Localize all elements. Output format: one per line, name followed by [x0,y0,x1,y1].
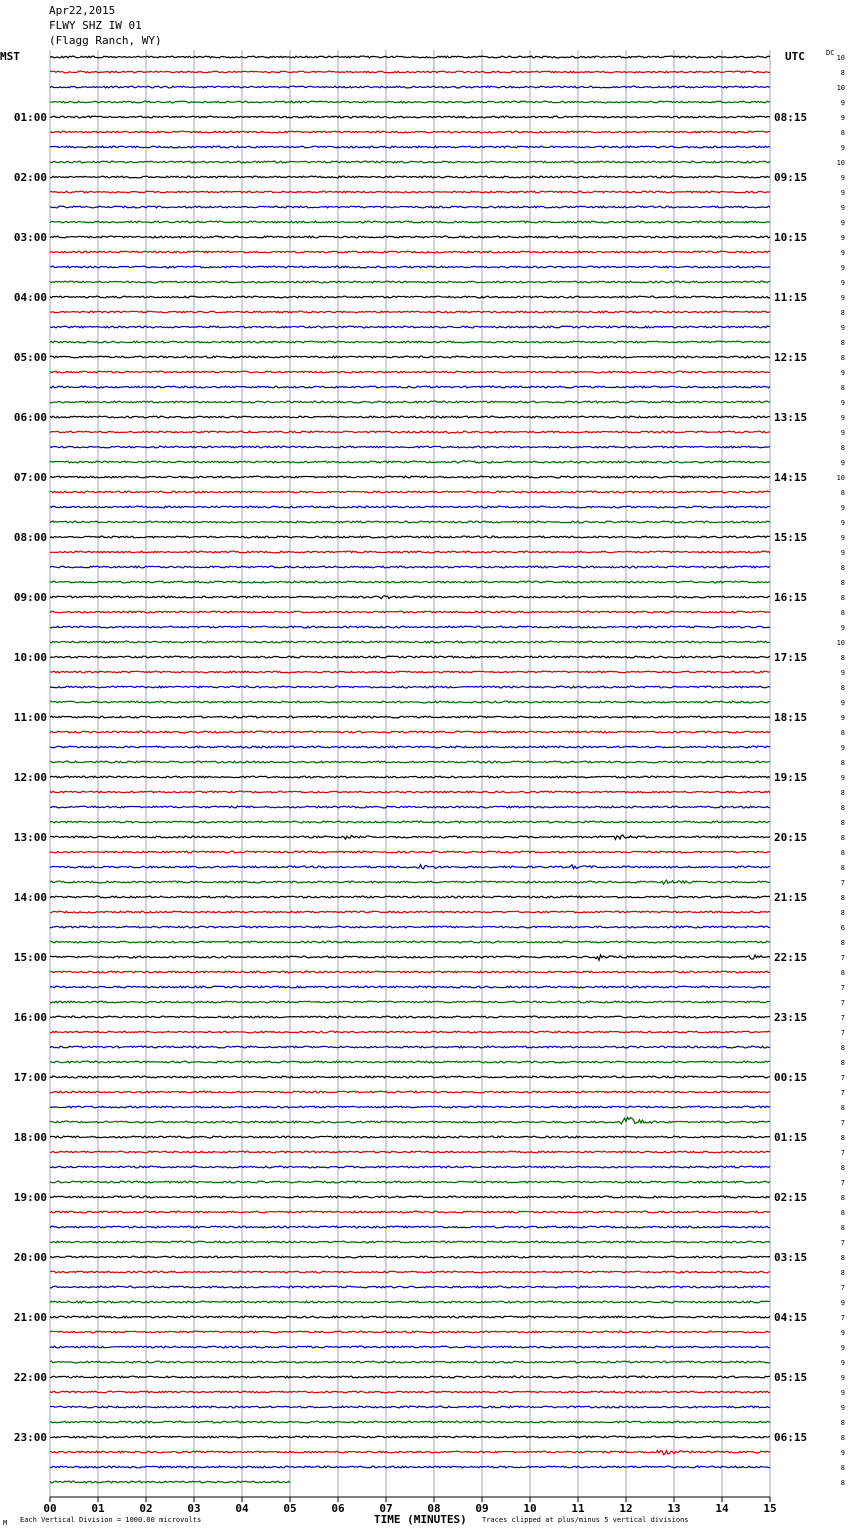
right-hour-label: 09:15 [774,171,808,184]
scale-note: Each Vertical Division = 1000.00 microvolts [20,1516,202,1524]
trace-dc-value: 8 [840,864,845,872]
seismic-trace [50,491,770,493]
trace-dc-value: 9 [840,264,845,272]
trace-dc-value: 9 [840,534,845,542]
trace-dc-value: 8 [840,1194,845,1202]
right-hour-label: 23:15 [774,1011,808,1024]
trace-dc-value: 7 [840,1029,845,1037]
trace-dc-value: 8 [840,1209,845,1217]
trace-dc-value: 10 [836,84,845,92]
trace-dc-value: 8 [840,1104,845,1112]
seismic-trace [50,611,770,613]
trace-dc-value: 9 [840,189,845,197]
trace-dc-value: 8 [840,729,845,737]
trace-dc-value: 8 [840,1479,845,1487]
x-tick-label: 01 [91,1502,105,1515]
trace-dc-value: 9 [840,519,845,527]
seismic-trace [50,911,770,913]
trace-dc-value: 8 [840,1044,845,1052]
right-hour-label: 19:15 [774,771,808,784]
trace-dc-value: 9 [840,1344,845,1352]
seismic-trace [50,1481,290,1483]
seismic-trace [50,1450,770,1454]
seismic-trace [50,761,770,763]
trace-dc-value: 8 [840,489,845,497]
left-hour-label: 18:00 [13,1131,47,1144]
right-hour-label: 05:15 [774,1371,808,1384]
right-hour-label: 03:15 [774,1251,808,1264]
trace-dc-value: 7 [840,879,845,887]
left-hour-label: 23:00 [13,1431,47,1444]
trace-dc-value: 8 [840,1419,845,1427]
trace-dc-value: 7 [840,1179,845,1187]
trace-dc-value: 9 [840,669,845,677]
x-tick-label: 03 [187,1502,201,1515]
left-hour-label: 16:00 [13,1011,47,1024]
trace-dc-value: 8 [840,684,845,692]
seismic-trace [50,1286,770,1288]
left-hour-label: 17:00 [13,1071,47,1084]
right-hour-label: 21:15 [774,891,808,904]
trace-dc-value: 9 [840,744,845,752]
left-hour-label: 02:00 [13,171,47,184]
trace-dc-value: 8 [840,384,845,392]
right-hour-label: 12:15 [774,351,808,364]
trace-dc-value: 9 [840,219,845,227]
seismic-trace [50,386,770,388]
left-hour-label: 08:00 [13,531,47,544]
seismic-trace [50,86,770,88]
seismic-trace [50,1406,770,1408]
seismic-trace [50,1046,770,1048]
left-hour-label: 03:00 [13,231,47,244]
trace-dc-value: 9 [840,174,845,182]
trace-dc-value: 8 [840,339,845,347]
seismic-trace [50,326,770,328]
trace-dc-value: 10 [836,54,845,62]
trace-dc-value: 9 [840,429,845,437]
trace-dc-value: 9 [840,324,845,332]
trace-dc-value: 7 [840,1074,845,1082]
left-hour-label: 13:00 [13,831,47,844]
seismic-trace [50,1436,770,1438]
trace-dc-value: 8 [840,594,845,602]
trace-dc-value: 9 [840,294,845,302]
trace-dc-value: 9 [840,714,845,722]
seismic-trace [50,566,770,568]
seismic-trace [50,986,770,988]
seismic-trace [50,626,770,628]
x-tick-label: 07 [379,1502,393,1515]
seismic-trace [50,191,770,193]
seismic-trace [50,1376,770,1378]
trace-dc-value: 9 [840,504,845,512]
seismic-trace [50,506,770,508]
seismic-trace [50,1256,770,1258]
trace-dc-value: 7 [840,1119,845,1127]
trace-dc-value: 8 [840,1164,845,1172]
seismic-trace [50,941,770,943]
trace-dc-value: 8 [840,804,845,812]
trace-dc-value: 8 [840,354,845,362]
seismic-trace [50,731,770,733]
trace-dc-value: 7 [840,999,845,1007]
seismic-trace [50,701,770,703]
left-hour-label: 15:00 [13,951,47,964]
x-tick-label: 02 [139,1502,153,1515]
seismic-trace [50,1117,770,1124]
trace-dc-value: 8 [840,909,845,917]
seismic-trace [50,236,770,238]
seismic-trace [50,1016,770,1018]
seismic-trace [50,101,770,103]
left-hour-label: 06:00 [13,411,47,424]
seismic-trace [50,671,770,673]
seismic-trace [50,401,770,403]
right-hour-label: 00:15 [774,1071,808,1084]
trace-dc-value: 9 [840,414,845,422]
seismic-trace [50,296,770,298]
right-timezone-label: UTC [785,50,805,63]
seismic-trace [50,251,770,253]
trace-dc-value: 7 [840,1089,845,1097]
trace-dc-value: 8 [840,69,845,77]
seismic-trace [50,1241,770,1243]
trace-dc-value: 10 [836,159,845,167]
seismic-trace [50,431,770,434]
station-code: FLWY SHZ IW 01 [49,19,142,32]
seismic-trace [50,266,770,268]
seismic-trace [50,71,770,73]
right-hour-label: 14:15 [774,471,808,484]
seismic-trace [50,971,770,973]
x-tick-label: 04 [235,1502,249,1515]
seismic-trace [50,131,770,133]
seismic-trace [50,686,770,688]
seismic-trace [50,1031,770,1033]
x-tick-label: 10 [523,1502,537,1515]
seismic-trace [50,1331,770,1333]
left-hour-label: 10:00 [13,651,47,664]
trace-dc-value: 7 [840,1239,845,1247]
x-tick-label: 05 [283,1502,297,1515]
left-hour-label: 12:00 [13,771,47,784]
right-hour-label: 20:15 [774,831,808,844]
seismic-trace [50,656,770,658]
seismic-trace [50,1346,770,1348]
seismic-trace [50,835,770,839]
trace-dc-value: 7 [840,1314,845,1322]
seismic-trace [50,371,770,373]
seismic-trace [50,955,770,960]
x-tick-label: 09 [475,1502,489,1515]
record-date: Apr22,2015 [49,4,116,17]
seismic-trace [50,1361,770,1363]
seismic-trace [50,221,770,223]
seismic-trace [50,821,770,823]
right-hour-label: 18:15 [774,711,808,724]
seismic-trace [50,641,770,643]
seismic-trace [50,146,770,148]
trace-dc-value: 8 [840,1254,845,1262]
right-hour-label: 01:15 [774,1131,808,1144]
corner-mark: M [3,1519,8,1527]
seismic-trace [50,1211,770,1213]
seismic-trace [50,865,770,869]
trace-dc-value: 7 [840,954,845,962]
seismic-trace [50,460,770,463]
left-hour-label: 21:00 [13,1311,47,1324]
right-hour-label: 22:15 [774,951,808,964]
seismic-trace [50,551,770,553]
trace-dc-value: 9 [840,144,845,152]
seismic-trace [50,1076,770,1078]
seismic-trace [50,536,770,538]
trace-dc-value: 9 [840,774,845,782]
seismic-trace [50,116,770,118]
right-hour-label: 02:15 [774,1191,808,1204]
seismic-trace [50,1271,770,1273]
x-tick-label: 12 [619,1502,633,1515]
trace-dc-value: 10 [836,639,845,647]
trace-dc-value: 8 [840,759,845,767]
seismic-trace [50,1151,770,1153]
left-hour-label: 22:00 [13,1371,47,1384]
right-hour-label: 16:15 [774,591,808,604]
right-hour-label: 15:15 [774,531,808,544]
seismic-trace [50,1136,770,1138]
trace-dc-value: 9 [840,369,845,377]
seismic-trace [50,446,770,448]
trace-dc-value: 8 [840,1434,845,1442]
seismic-trace [50,281,770,283]
left-hour-label: 05:00 [13,351,47,364]
trace-dc-value: 6 [840,924,845,932]
trace-dc-value: 9 [840,624,845,632]
seismic-trace [50,1421,770,1423]
trace-dc-value: 9 [840,99,845,107]
seismic-trace [50,521,770,523]
left-hour-label: 20:00 [13,1251,47,1264]
clip-note: Traces clipped at plus/minus 5 vertical divisions [482,1516,689,1524]
x-axis-label: TIME (MINUTES) [374,1513,467,1526]
seismic-trace [50,1061,770,1063]
trace-dc-value: 10 [836,474,845,482]
seismic-trace [50,851,770,853]
trace-dc-value: 9 [840,1389,845,1397]
trace-dc-value: 8 [840,1464,845,1472]
seismic-trace [50,596,770,599]
right-hour-label: 04:15 [774,1311,808,1324]
seismic-trace [50,746,770,748]
seismic-trace [50,1166,770,1168]
trace-dc-value: 8 [840,654,845,662]
left-timezone-label: MST [0,50,20,63]
seismic-trace [50,176,770,178]
trace-dc-value: 9 [840,1404,845,1412]
seismic-trace [50,311,770,313]
seismic-trace [50,1391,770,1393]
x-tick-label: 13 [667,1502,681,1515]
left-hour-label: 01:00 [13,111,47,124]
seismic-trace [50,880,770,884]
x-tick-label: 11 [571,1502,585,1515]
trace-dc-value: 9 [840,234,845,242]
trace-dc-value: 9 [840,1299,845,1307]
left-hour-label: 11:00 [13,711,47,724]
left-hour-label: 19:00 [13,1191,47,1204]
seismic-trace [50,1091,770,1093]
x-tick-label: 06 [331,1502,345,1515]
trace-dc-value: 8 [840,129,845,137]
seismic-trace [50,926,770,928]
seismic-trace [50,416,770,418]
left-hour-label: 09:00 [13,591,47,604]
trace-dc-value: 9 [840,249,845,257]
right-hour-label: 13:15 [774,411,808,424]
trace-dc-value: 8 [840,579,845,587]
trace-dc-value: 9 [840,1329,845,1337]
x-tick-label: 15 [763,1502,777,1515]
x-tick-label: 14 [715,1502,729,1515]
trace-dc-value: 9 [840,699,845,707]
seismic-trace [50,341,770,343]
seismic-trace [50,1226,770,1228]
trace-dc-value: 8 [840,1134,845,1142]
trace-dc-value: 8 [840,819,845,827]
trace-dc-value: 8 [840,969,845,977]
trace-dc-value: 7 [840,984,845,992]
seismic-trace [50,1106,770,1108]
seismic-trace [50,806,770,808]
trace-dc-value: 8 [840,444,845,452]
seismic-trace [50,476,770,478]
seismic-trace [50,1001,770,1003]
left-hour-label: 07:00 [13,471,47,484]
right-hour-label: 17:15 [774,651,808,664]
trace-dc-value: 9 [840,204,845,212]
seismic-trace [50,1181,770,1183]
trace-dc-value: 8 [840,789,845,797]
seismic-trace [50,1316,770,1318]
trace-dc-value: 9 [840,399,845,407]
seismic-trace [50,1301,770,1303]
right-hour-label: 11:15 [774,291,808,304]
trace-dc-value: 8 [840,1269,845,1277]
x-tick-label: 08 [427,1502,441,1515]
trace-dc-value: 7 [840,1284,845,1292]
seismic-trace [50,56,770,58]
trace-dc-value: 9 [840,114,845,122]
trace-dc-value: 8 [840,1059,845,1067]
seismic-trace [50,356,770,358]
trace-dc-value: 9 [840,459,845,467]
trace-dc-value: 8 [840,849,845,857]
trace-dc-value: 8 [840,309,845,317]
dc-label: DC [826,49,835,57]
trace-dc-value: 7 [840,1014,845,1022]
trace-dc-value: 9 [840,279,845,287]
seismic-trace [50,161,770,163]
seismic-trace [50,1196,770,1198]
trace-dc-value: 8 [840,939,845,947]
trace-dc-value: 8 [840,564,845,572]
station-location: (Flagg Ranch, WY) [49,34,162,47]
trace-dc-value: 7 [840,1149,845,1157]
trace-dc-value: 8 [840,894,845,902]
seismic-trace [50,581,770,583]
right-hour-label: 10:15 [774,231,808,244]
left-hour-label: 14:00 [13,891,47,904]
trace-dc-value: 9 [840,1449,845,1457]
seismic-trace [50,896,770,898]
seismic-trace [50,206,770,208]
trace-dc-value: 8 [840,834,845,842]
trace-dc-value: 9 [840,549,845,557]
seismic-trace [50,716,770,718]
trace-dc-value: 8 [840,609,845,617]
seismic-trace [50,776,770,778]
right-hour-label: 08:15 [774,111,808,124]
right-hour-label: 06:15 [774,1431,808,1444]
trace-dc-value: 9 [840,1359,845,1367]
left-hour-label: 04:00 [13,291,47,304]
seismic-trace [50,791,770,793]
trace-dc-value: 8 [840,1224,845,1232]
seismic-trace [50,1466,770,1468]
x-tick-label: 00 [43,1502,57,1515]
trace-dc-value: 9 [840,1374,845,1382]
